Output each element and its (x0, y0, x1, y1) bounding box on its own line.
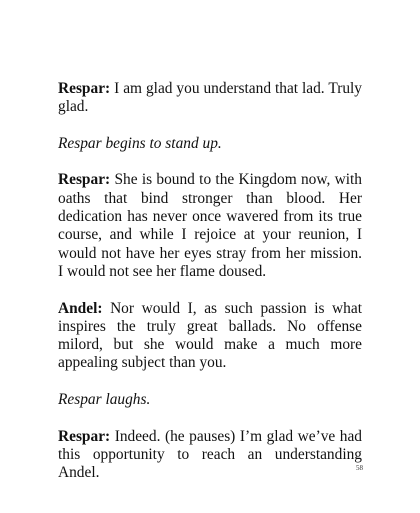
speaker-name: Respar: (58, 80, 111, 97)
dialogue-paragraph (58, 300, 362, 373)
page-number: 58 (356, 464, 363, 472)
dialogue-text: Nor would I, as such passion is what inspires the truly great ballads. No offense milord, but she would make a much more appealing subject than you. (58, 299, 362, 372)
dialogue-text: Indeed. (he pauses) I’m glad we’ve had this opportunity to reach an understanding Andel. (58, 427, 362, 482)
dialogue-paragraph (58, 428, 362, 483)
speaker-name: Andel: (58, 299, 103, 317)
speaker-name: Respar: (58, 171, 111, 189)
stage-direction: Respar laughs. (58, 391, 151, 409)
stage-direction: Respar begins to stand up. (58, 134, 222, 152)
dialogue-paragraph (58, 171, 362, 281)
dialogue-text: I am glad you understand that lad. Truly glad. (58, 80, 362, 116)
dialogue-text: She is bound to the Kingdom now, with oaths that bind stronger than blood. Her dedication has never once wavered from its true course, and while I rejoice at your reunion, I would not have her eyes stray from her mission. I would not see her flame doused. (58, 171, 362, 280)
dialogue-paragraph (58, 80, 362, 117)
speaker-name: Respar: (58, 427, 111, 445)
script-body (58, 80, 362, 501)
